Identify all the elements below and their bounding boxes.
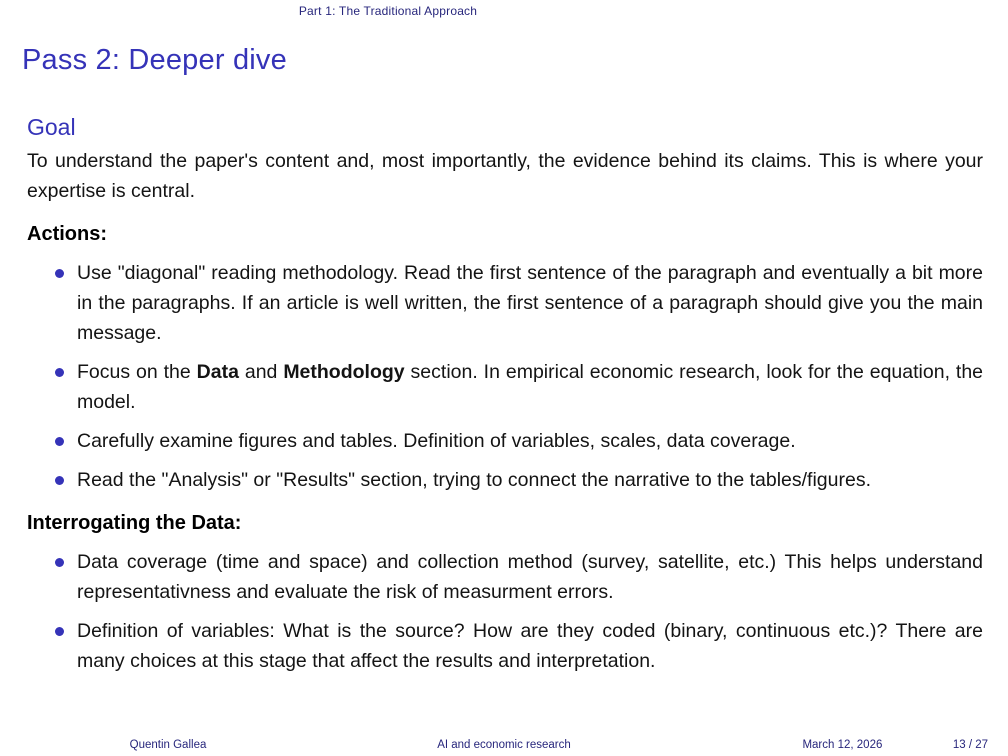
sections-container [27,221,983,676]
bullet-text: Use "diagonal" reading methodology. Read the first sentence of the paragraph and eventually a bit more in the paragraphs. If an article is well written, the first sentence of a paragraph should give you the main message. [77,262,983,344]
list-item [55,547,983,607]
footer-right [672,739,1008,751]
list-item [55,465,983,495]
bullet-text: Carefully examine figures and tables. Definition of variables, scales, data coverage. [77,430,796,452]
goal-text: To understand the paper's content and, most importantly, the evidence behind its claims. This is where your expertise is central. [27,150,983,202]
footer-date: March 12, 2026 [802,739,883,751]
list-item [55,616,983,676]
bullet-icon [55,368,64,377]
bullet-text: Read the "Analysis" or "Results" section, trying to connect the narrative to the tables/figures. [77,469,872,491]
slide-title: Pass 2: Deeper dive [22,44,287,76]
section-heading: Interrogating the Data: [27,512,242,534]
footer-page-number: 13 / 27 [952,739,988,751]
footer-author: Quentin Gallea [129,739,207,751]
bullet-list [27,547,983,676]
bullet-icon [55,269,64,278]
bullet-text: Focus on the Data and Methodology section. In empirical economic research, look for the equation, the model. [77,361,984,413]
footer-short-title: AI and economic research [437,739,571,751]
bullet-icon [55,627,64,636]
bullet-icon [55,437,64,446]
list-item [55,426,983,456]
section-heading: Actions: [27,223,107,245]
bullet-list [27,258,983,495]
bullet-text: Data coverage (time and space) and collection method (survey, satellite, etc.) This helps understand representativness and evaluate the risk of measurment errors. [77,551,983,603]
bullet-icon [55,476,64,485]
bullet-text: Definition of variables: What is the source? How are they coded (binary, continuous etc.)? There are many choices at this stage that affect the results and interpretation. [77,620,983,672]
header-section-title: Part 1: The Traditional Approach [298,4,478,18]
slide-content [27,112,983,676]
list-item [55,357,983,417]
list-item [55,258,983,348]
goal-heading: Goal [27,114,76,140]
bullet-icon [55,558,64,567]
footer [0,739,1008,751]
